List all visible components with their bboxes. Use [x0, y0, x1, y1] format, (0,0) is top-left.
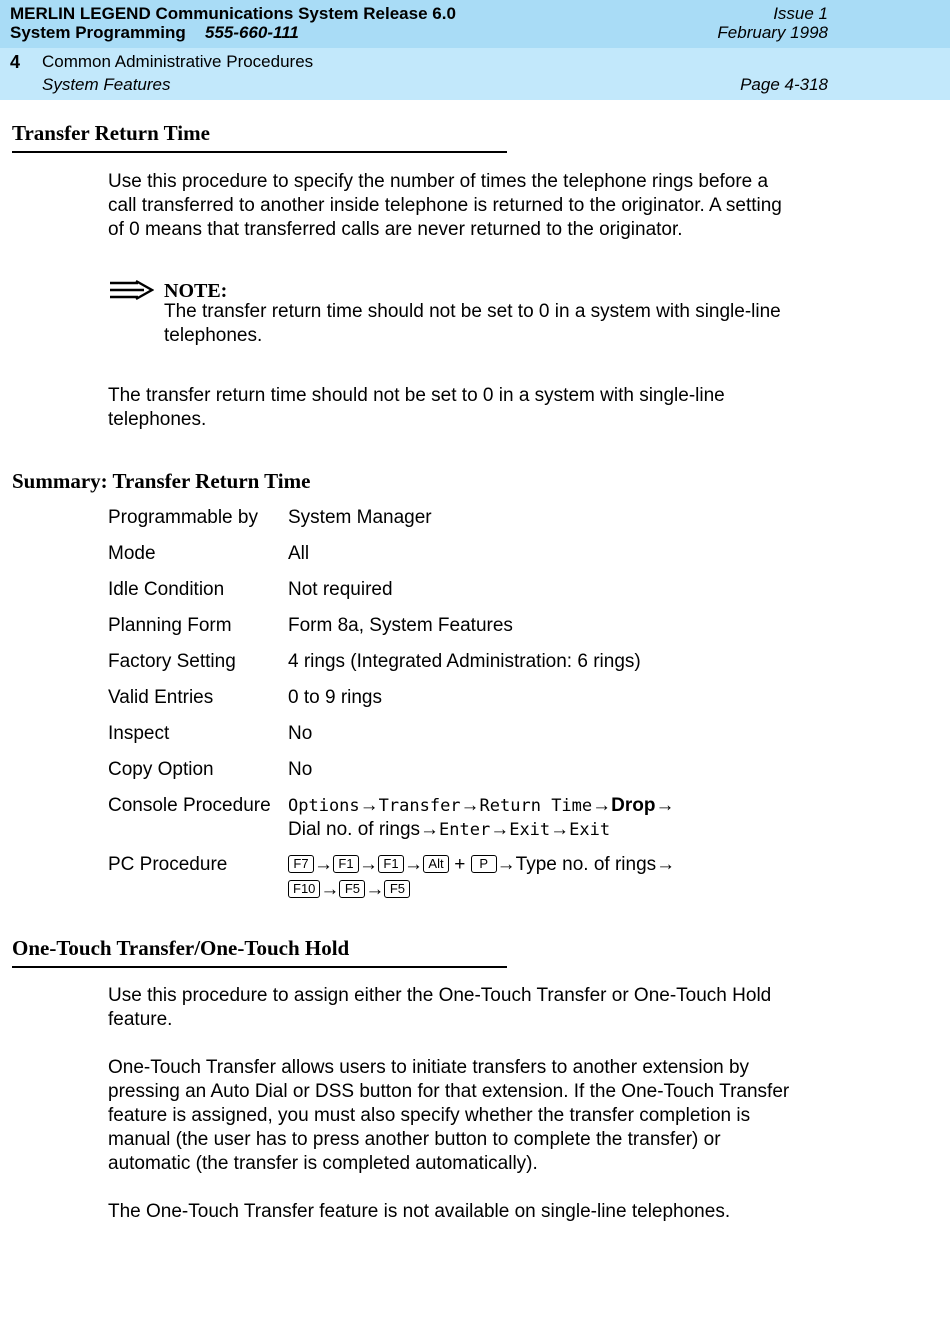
doc-number: 555-660-111	[205, 23, 299, 42]
arrow-glyph: →	[359, 795, 379, 816]
console-procedure-line-1	[288, 794, 674, 818]
summary-label: PC Procedure	[108, 854, 228, 875]
console-step-drop: Drop	[611, 795, 656, 816]
chapter-title: Common Administrative Procedures	[42, 52, 314, 71]
arrow-glyph: →	[655, 795, 675, 816]
plus-sign: +	[454, 854, 466, 875]
console-step-enter: Enter	[439, 820, 491, 840]
one-touch-paragraph-1	[108, 984, 828, 1032]
text-line: of 0 means that transferred calls are never returned to the originator.	[108, 219, 683, 240]
arrow-glyph: →	[490, 819, 510, 840]
text-line: feature.	[108, 1009, 173, 1030]
arrow-glyph: →	[404, 854, 423, 875]
summary-value: All	[288, 543, 310, 564]
summary-label: Copy Option	[108, 759, 214, 780]
text-line: pressing an Auto Dial or DSS button for that extension. If the One-Touch Transfer	[108, 1081, 790, 1102]
summary-label: Valid Entries	[108, 687, 214, 708]
key-f10-icon: F10	[288, 880, 320, 898]
arrow-glyph: →	[656, 854, 676, 875]
section-title: System Features	[42, 75, 171, 94]
doc-title: System Programming	[10, 23, 186, 42]
heading-one-touch: One-Touch Transfer/One-Touch Hold	[12, 936, 350, 960]
arrow-glyph: →	[359, 854, 378, 875]
issue-label: Issue 1	[773, 4, 828, 23]
pc-procedure-line-2	[288, 878, 410, 902]
arrow-glyph: →	[592, 795, 612, 816]
summary-value: No	[288, 723, 313, 744]
heading-transfer-return-time: Transfer Return Time	[12, 121, 210, 145]
issue-date: February 1998	[717, 23, 828, 42]
one-touch-paragraph-2	[108, 1056, 828, 1176]
heading-rule	[12, 151, 507, 153]
key-p-icon: P	[471, 855, 497, 873]
after-note-paragraph	[108, 384, 828, 432]
arrow-glyph: →	[420, 819, 440, 840]
product-title: MERLIN LEGEND Communications System Release 6.0	[10, 4, 456, 23]
one-touch-paragraph-3	[108, 1200, 828, 1224]
summary-label: Programmable by	[108, 507, 258, 528]
key-f1-icon: F1	[378, 855, 404, 873]
summary-label: Planning Form	[108, 615, 232, 636]
text-line: telephones.	[108, 409, 207, 430]
heading-summary: Summary: Transfer Return Time	[12, 469, 311, 493]
pc-type-text: Type no. of rings	[515, 854, 657, 875]
summary-label: Console Procedure	[108, 795, 271, 816]
summary-label: Idle Condition	[108, 579, 225, 600]
summary-value: Form 8a, System Features	[288, 615, 513, 636]
arrow-glyph: →	[550, 819, 570, 840]
note-text	[164, 300, 824, 348]
arrow-glyph: →	[460, 795, 480, 816]
arrow-glyph: →	[496, 854, 516, 875]
arrow-glyph: →	[320, 879, 340, 900]
note-pointing-hand-icon	[108, 278, 154, 302]
key-f5-icon: F5	[384, 880, 410, 898]
chapter-number: 4	[10, 52, 21, 72]
note-label: NOTE:	[164, 280, 228, 302]
text-line: The One-Touch Transfer feature is not available on single-line telephones.	[108, 1201, 731, 1222]
summary-value: No	[288, 759, 313, 780]
key-alt-icon: Alt	[423, 855, 449, 873]
heading-rule	[12, 966, 507, 968]
summary-value: Not required	[288, 579, 393, 600]
console-dial-text: Dial no. of rings	[288, 819, 421, 840]
text-line: Use this procedure to specify the number of times the telephone rings before a	[108, 171, 769, 192]
arrow-glyph: →	[314, 854, 333, 875]
text-line: Use this procedure to assign either the One-Touch Transfer or One-Touch Hold	[108, 985, 772, 1006]
summary-value: 4 rings (Integrated Administration: 6 rings)	[288, 651, 641, 672]
text-line: One-Touch Transfer allows users to initiate transfers to another extension by	[108, 1057, 750, 1078]
text-line: The transfer return time should not be set to 0 in a system with single-line	[164, 301, 781, 322]
console-step-exit: Exit	[569, 820, 611, 840]
summary-label: Inspect	[108, 723, 170, 744]
text-line: The transfer return time should not be set to 0 in a system with single-line	[108, 385, 725, 406]
pc-procedure-line-1	[288, 853, 675, 877]
summary-label: Factory Setting	[108, 651, 236, 672]
text-line: feature is assigned, you must also specify whether the transfer completion is	[108, 1105, 751, 1126]
key-f1-icon: F1	[333, 855, 359, 873]
arrow-glyph: →	[365, 879, 385, 900]
page-header	[0, 0, 950, 100]
console-procedure-line-2	[288, 818, 610, 842]
key-f7-icon: F7	[288, 855, 314, 873]
page-number: Page 4-318	[740, 75, 828, 94]
key-f5-icon: F5	[339, 880, 365, 898]
console-step-transfer: Transfer	[378, 796, 461, 816]
text-line: automatic (the transfer is completed automatically).	[108, 1153, 538, 1174]
text-line: call transferred to another inside telephone is returned to the originator. A setting	[108, 195, 782, 216]
summary-value: 0 to 9 rings	[288, 687, 382, 708]
text-line: telephones.	[164, 325, 263, 346]
text-line: manual (the user has to press another button to complete the transfer) or	[108, 1129, 721, 1150]
intro-paragraph	[108, 170, 828, 242]
summary-label: Mode	[108, 543, 156, 564]
console-step-exit: Exit	[509, 820, 551, 840]
console-step-options: Options	[288, 796, 360, 816]
console-step-return-time: Return Time	[479, 796, 593, 816]
summary-value: System Manager	[288, 507, 432, 528]
